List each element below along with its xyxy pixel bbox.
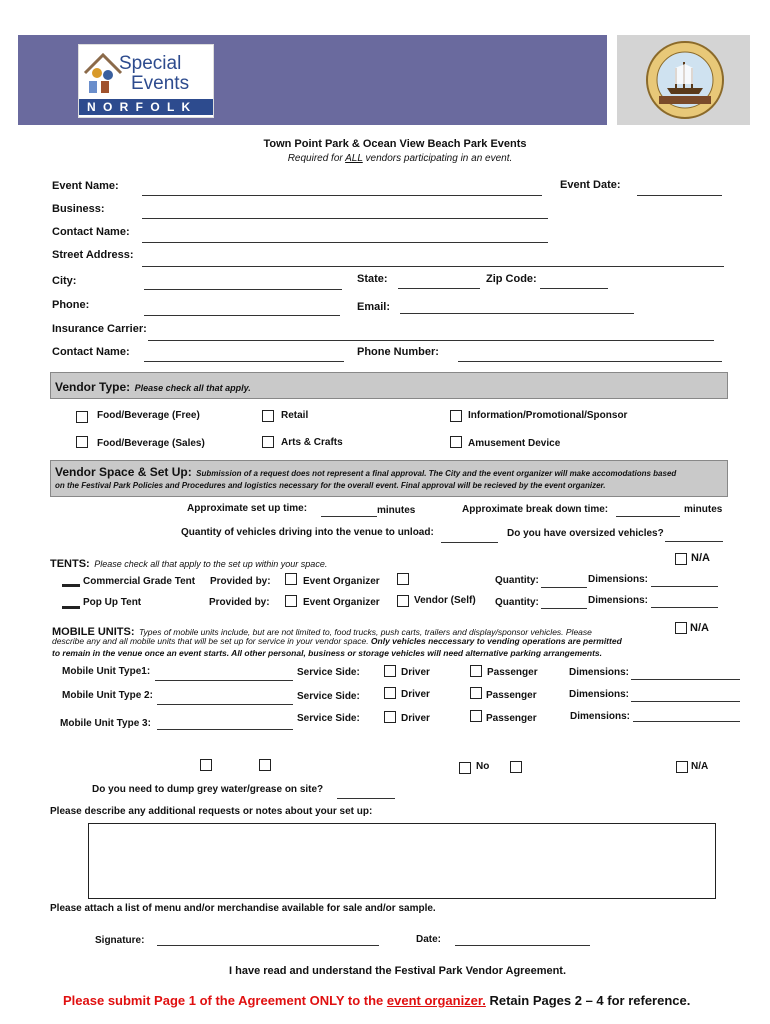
phone-label: Phone: (52, 299, 90, 311)
checkbox-unit2-passenger[interactable] (470, 687, 482, 699)
page-title: Town Point Park & Ocean View Beach Park Events (263, 138, 527, 150)
unit2-field[interactable] (157, 704, 293, 705)
tent-popup-dimensions: Dimensions: (588, 595, 649, 606)
contact-name2-field[interactable] (144, 361, 344, 362)
email-label: Email: (357, 301, 391, 313)
tent-commercial-organizer: Event Organizer (303, 576, 380, 587)
mobile-units-title: MOBILE UNITS: (52, 626, 135, 638)
unit3-dimensions-field[interactable] (633, 721, 740, 722)
tent-commercial-dimensions-field[interactable] (651, 586, 718, 587)
zip-field[interactable] (540, 288, 608, 289)
contact-name-label: Contact Name: (52, 226, 130, 238)
vendor-space-heading (55, 463, 725, 481)
checkbox-information[interactable] (450, 410, 462, 422)
setup-time-field[interactable] (321, 516, 377, 517)
tents-na-label: N/A (691, 552, 710, 564)
vendor-type-note: Please check all that apply. (134, 383, 251, 393)
setup-minutes-label: minutes (377, 505, 416, 516)
checkbox-food-free[interactable] (76, 411, 88, 423)
business-label: Business: (52, 203, 105, 215)
breakdown-minutes-label: minutes (684, 504, 723, 515)
vendor-type-heading (55, 378, 251, 396)
tent-commercial-label: Commercial Grade Tent (83, 576, 196, 587)
logo-text-special: Special (119, 53, 182, 74)
tent-popup-quantity: Quantity: (495, 597, 539, 608)
unit1-field[interactable] (155, 680, 293, 681)
checkbox-food-sales[interactable] (76, 436, 88, 448)
option-retail: Retail (281, 410, 309, 421)
vendor-space-note2: on the Festival Park Policies and Procedures and logistics necessary for the overall event. Final approval will be recieved by the event organizer. (55, 481, 606, 490)
street-address-field[interactable] (142, 266, 724, 267)
zip-label: Zip Code: (486, 273, 537, 285)
checkbox-unit3-driver[interactable] (384, 711, 396, 723)
checkbox-unit3-passenger[interactable] (470, 710, 482, 722)
unit1-passenger: Passenger (487, 667, 538, 678)
checkbox-retail[interactable] (262, 410, 274, 422)
unit1-label: Mobile Unit Type1: (62, 666, 151, 677)
checkbox-unit1-driver[interactable] (384, 665, 396, 677)
mobile-units-note2 (52, 636, 622, 646)
event-date-label: Event Date: (560, 179, 621, 191)
unit2-dimensions-field[interactable] (631, 701, 740, 702)
mobile-na-label: N/A (690, 622, 709, 634)
state-label: State: (357, 273, 388, 285)
mobile-units-note3: to remain in the venue once an event starts. All other personal, business or storage vehicles will need alternative parking arrangements. (52, 648, 602, 658)
unit3-label: Mobile Unit Type 3: (60, 718, 151, 729)
street-address-label: Street Address: (52, 249, 134, 261)
checkbox-unit2-driver[interactable] (384, 687, 396, 699)
email-field[interactable] (400, 313, 634, 314)
option-amusement: Amusement Device (468, 438, 561, 449)
notes-label: Please describe any additional requests or notes about your set up: (50, 806, 373, 817)
vehicles-field[interactable] (441, 542, 498, 543)
special-events-logo (78, 44, 214, 118)
subtitle-pre: Required for (287, 153, 346, 164)
option-food-sales: Food/Beverage (Sales) (97, 438, 205, 449)
footer-event-organizer-link[interactable]: event organizer. (386, 993, 486, 1008)
unit1-dimensions-field[interactable] (631, 679, 740, 680)
checkbox-popup-self[interactable] (397, 595, 409, 607)
notes-textarea[interactable] (88, 823, 716, 899)
city-label: City: (52, 275, 77, 287)
footer-retain-text: Retain Pages 2 – 4 for reference. (485, 993, 691, 1008)
tent-popup-dash[interactable] (62, 606, 80, 609)
option-food-free: Food/Beverage (Free) (97, 410, 200, 421)
business-field[interactable] (142, 218, 548, 219)
checkbox-grey-2[interactable] (259, 759, 271, 771)
footer-red-text: Please submit Page 1 of the Agreement ONLY to the (63, 993, 387, 1008)
checkbox-grey-3[interactable] (510, 761, 522, 773)
checkbox-grey-no[interactable] (459, 762, 471, 774)
signature-label: Signature: (95, 935, 145, 946)
unit3-field[interactable] (157, 729, 293, 730)
checkbox-amusement[interactable] (450, 436, 462, 448)
mobile-units-note2a: describe any and all mobile units that will be set up for service in your vendor space. (52, 636, 371, 646)
tents-note: Please check all that apply to the set up within your space. (94, 559, 328, 569)
tent-commercial-quantity-field[interactable] (541, 587, 587, 588)
city-seal-icon (645, 40, 725, 120)
city-field[interactable] (144, 289, 342, 290)
vendor-type-title: Vendor Type: (55, 380, 131, 394)
event-date-field[interactable] (637, 195, 722, 196)
unit3-service-side: Service Side: (297, 713, 360, 724)
option-information: Information/Promotional/Sponsor (468, 410, 628, 421)
tent-commercial-provided: Provided by: (210, 576, 271, 587)
tent-popup-organizer: Event Organizer (303, 597, 380, 608)
checkbox-mobile-na[interactable] (675, 622, 687, 634)
insurance-label: Insurance Carrier: (52, 323, 147, 335)
phone-number-label: Phone Number: (357, 346, 439, 358)
unit3-passenger: Passenger (486, 713, 537, 724)
subtitle-post: vendors participating in an event. (362, 153, 513, 164)
grey-water-question: Do you need to dump grey water/grease on site? (92, 784, 324, 795)
vendor-space-title: Vendor Space & Set Up: (55, 465, 192, 479)
oversized-label: Do you have oversized vehicles? (507, 528, 664, 539)
checkbox-grey-1[interactable] (200, 759, 212, 771)
unit2-service-side: Service Side: (297, 691, 360, 702)
tents-title: TENTS: (50, 558, 90, 570)
breakdown-time-field[interactable] (616, 516, 680, 517)
tent-popup-quantity-field[interactable] (541, 608, 587, 609)
unit1-driver: Driver (401, 667, 430, 678)
agreement-statement: I have read and understand the Festival Park Vendor Agreement. (229, 965, 567, 977)
unit2-label: Mobile Unit Type 2: (62, 690, 153, 701)
setup-time-label: Approximate set up time: (187, 503, 308, 514)
unit3-dimensions: Dimensions: (570, 711, 631, 722)
checkbox-grey-na[interactable] (676, 761, 688, 773)
logo-norfolk-label: N O R F O L K (87, 100, 193, 114)
phone-field[interactable] (144, 315, 340, 316)
date-field[interactable] (455, 945, 590, 946)
contact-name2-label: Contact Name: (52, 346, 130, 358)
vehicles-label: Quantity of vehicles driving into the venue to unload: (181, 527, 434, 538)
unit1-dimensions: Dimensions: (569, 667, 630, 678)
mobile-units-note2b: Only vehicles neccessary to vending operations are permitted (370, 636, 622, 646)
tent-popup-dimensions-field[interactable] (651, 607, 718, 608)
checkbox-commercial-organizer[interactable] (285, 573, 297, 585)
unit2-driver: Driver (401, 689, 430, 700)
event-name-label: Event Name: (52, 180, 119, 192)
unit1-service-side: Service Side: (297, 667, 360, 678)
page-subtitle (0, 153, 770, 164)
mobile-units-note1: Types of mobile units include, but are not limited to, food trucks, push carts, trailers and display/sponsor vehicles. Please (138, 627, 592, 637)
checkbox-unit1-passenger[interactable] (470, 665, 482, 677)
tent-commercial-quantity: Quantity: (495, 575, 539, 586)
tents-heading (50, 554, 327, 572)
state-field[interactable] (398, 288, 480, 289)
tent-popup-provided: Provided by: (209, 597, 270, 608)
date-label: Date: (416, 934, 442, 945)
house-logo-icon (83, 51, 123, 97)
logo-text-events: Events (131, 73, 190, 94)
contact-name-field[interactable] (142, 242, 548, 243)
footer-instruction (63, 993, 690, 1008)
event-name-field[interactable] (142, 195, 542, 196)
tent-commercial-dimensions: Dimensions: (588, 574, 649, 585)
oversized-field[interactable] (665, 541, 723, 542)
checkbox-tents-na[interactable] (675, 553, 687, 565)
tent-popup-self: Vendor (Self) (414, 595, 476, 606)
breakdown-time-label: Approximate break down time: (462, 504, 609, 515)
insurance-field[interactable] (148, 340, 714, 341)
phone-number-field[interactable] (458, 361, 722, 362)
grey-water-field[interactable] (337, 798, 395, 799)
subtitle-all: ALL (345, 153, 363, 164)
option-arts-crafts: Arts & Crafts (281, 437, 343, 448)
checkbox-arts-crafts[interactable] (262, 436, 274, 448)
tent-commercial-dash[interactable] (62, 584, 80, 587)
checkbox-commercial-self[interactable] (397, 573, 409, 585)
signature-field[interactable] (157, 945, 379, 946)
unit2-dimensions: Dimensions: (569, 689, 630, 700)
grey-na-label: N/A (691, 761, 709, 772)
unit2-passenger: Passenger (486, 690, 537, 701)
checkbox-popup-organizer[interactable] (285, 595, 297, 607)
tent-popup-label: Pop Up Tent (83, 597, 142, 608)
unit3-driver: Driver (401, 713, 430, 724)
attach-label: Please attach a list of menu and/or merchandise available for sale and/or sample. (50, 903, 436, 914)
grey-no-label: No (476, 761, 490, 772)
vendor-space-note1: Submission of a request does not represent a final approval. The City and the event organizer will make accomodations based (196, 469, 677, 478)
